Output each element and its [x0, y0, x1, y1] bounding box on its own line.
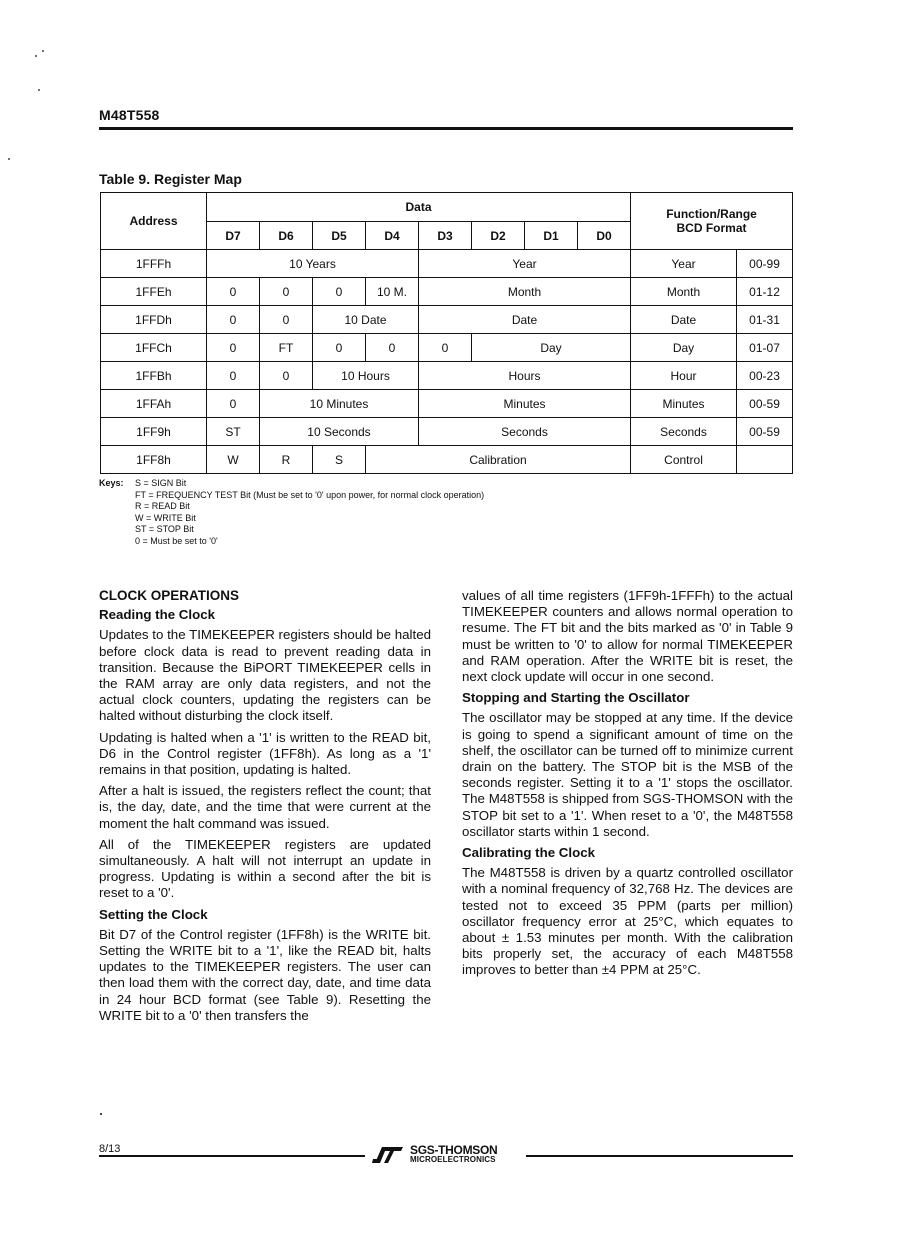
data-cell: FT [260, 334, 313, 362]
data-cell: 10 Years [207, 250, 419, 278]
data-cell: 10 Hours [313, 362, 419, 390]
data-cell: 0 [313, 278, 366, 306]
data-cell: Minutes [419, 390, 631, 418]
bit-header: D2 [472, 222, 525, 250]
data-cell: 0 [260, 306, 313, 334]
data-cell: 0 [313, 334, 366, 362]
range-cell: 01-12 [737, 278, 793, 306]
table-row [101, 278, 793, 306]
function-cell: Month [631, 278, 737, 306]
address-cell: 1FFDh [101, 306, 207, 334]
data-cell: 0 [419, 334, 472, 362]
company-logo [372, 1143, 522, 1167]
paragraph: Bit D7 of the Control register (1FF8h) is the WRITE bit. Setting the WRITE bit to a '1', like the READ bit, halts updates to the TIMEKEEPER registers. The user can then load them with the correct day, date, and time data in 24 hour BCD format (see Table 9). Resetting the WRITE bit to a '0' then transfers the [99, 926, 431, 1023]
range-cell: 00-23 [737, 362, 793, 390]
function-cell: Hour [631, 362, 737, 390]
data-cell: 10 M. [366, 278, 419, 306]
address-cell: 1FFCh [101, 334, 207, 362]
table-row [101, 446, 793, 474]
function-cell: Day [631, 334, 737, 362]
address-cell: 1FFAh [101, 390, 207, 418]
range-cell [737, 446, 793, 474]
logo-name: SGS-THOMSON [410, 1143, 498, 1157]
bit-header: D3 [419, 222, 472, 250]
keys-label: Keys: [99, 478, 124, 488]
key-item: S = SIGN Bit [135, 478, 187, 488]
data-cell: S [313, 446, 366, 474]
subsection-heading: Stopping and Starting the Oscillator [462, 690, 690, 706]
address-cell: 1FFEh [101, 278, 207, 306]
bit-header: D7 [207, 222, 260, 250]
data-cell: Date [419, 306, 631, 334]
paragraph: values of all time registers (1FF9h-1FFFh) to the actual TIMEKEEPER counters and allows normal operation to resume. The FT bit and the bits marked as '0' in Table 9 must be written to '0' to allow for normal TIMEKEEPER and RAM operation. After the WRITE bit is reset, the next clock update will occur in one second. [462, 588, 793, 685]
paragraph: Updating is halted when a '1' is written to the READ bit, D6 in the Control register (1FF8h). As long as a '1' remains in that position, updating is halted. [99, 729, 431, 778]
subsection-heading: Setting the Clock [99, 906, 208, 922]
part-number-header: M48T558 [99, 107, 160, 123]
table-row [101, 418, 793, 446]
data-cell: 0 [260, 362, 313, 390]
data-cell: 10 Date [313, 306, 419, 334]
data-cell: 10 Minutes [260, 390, 419, 418]
table-caption: Table 9. Register Map [99, 171, 242, 187]
table-row [101, 362, 793, 390]
range-cell: 00-59 [737, 418, 793, 446]
header-rule [99, 127, 793, 130]
data-cell: Seconds [419, 418, 631, 446]
data-cell: Calibration [366, 446, 631, 474]
address-header: Address [101, 193, 207, 250]
table-header-row [101, 193, 793, 222]
subsection-heading: Calibrating the Clock [462, 845, 595, 861]
paragraph: After a halt is issued, the registers reflect the count; that is, the day, date, and the time that were current at the moment the halt command was issued. [99, 783, 431, 831]
address-cell: 1FFFh [101, 250, 207, 278]
range-cell: 01-31 [737, 306, 793, 334]
bit-header: D1 [525, 222, 578, 250]
data-cell: W [207, 446, 260, 474]
subsection-heading: Reading the Clock [99, 607, 215, 623]
key-item: FT = FREQUENCY TEST Bit (Must be set to '0' upon power, for normal clock operation) [135, 489, 485, 500]
range-cell: 00-99 [737, 250, 793, 278]
key-item: ST = STOP Bit [135, 524, 194, 535]
key-item: 0 = Must be set to '0' [135, 535, 218, 546]
data-cell: 0 [207, 390, 260, 418]
logo-subtitle: MICROELECTRONICS [410, 1155, 496, 1164]
left-column [99, 588, 431, 1029]
data-cell: Year [419, 250, 631, 278]
key-item: W = WRITE Bit [135, 512, 196, 523]
function-cell: Year [631, 250, 737, 278]
function-cell: Minutes [631, 390, 737, 418]
table-row [101, 306, 793, 334]
table-row [101, 390, 793, 418]
register-map-table [100, 192, 793, 474]
paragraph: All of the TIMEKEEPER registers are updated simultaneously. A halt will not interrupt an update in progress. Updating is within a second after the bit is reset to a '0'. [99, 836, 431, 901]
data-cell: ST [207, 418, 260, 446]
data-cell: 0 [207, 362, 260, 390]
range-cell: 01-07 [737, 334, 793, 362]
paragraph: Updates to the TIMEKEEPER registers should be halted before clock data is read to prevent reading data in transition. Because the BiPORT TIMEKEEPER cells in the RAM array are only data registers, and not the actual clock counters, updating the registers can be halted without disturbing the clock itself. [99, 627, 431, 724]
address-cell: 1FFBh [101, 362, 207, 390]
right-column [462, 588, 793, 984]
data-cell: 0 [207, 278, 260, 306]
function-cell: Seconds [631, 418, 737, 446]
address-cell: 1FF9h [101, 418, 207, 446]
data-cell: 0 [366, 334, 419, 362]
range-cell: 00-59 [737, 390, 793, 418]
data-cell: 0 [207, 334, 260, 362]
data-cell: Day [472, 334, 631, 362]
footer-rule-left [99, 1155, 365, 1157]
table-keys [99, 478, 484, 548]
section-heading: CLOCK OPERATIONS [99, 588, 240, 603]
table-row [101, 250, 793, 278]
page-number: 8/13 [99, 1143, 121, 1155]
data-header: Data [207, 193, 631, 222]
data-cell: 0 [207, 306, 260, 334]
function-cell: Control [631, 446, 737, 474]
paragraph: The oscillator may be stopped at any time. If the device is going to spend a significant amount of time on the shelf, the oscillator can be turned off to minimize current drain on the battery. The STOP bit is the MSB of the seconds register. Setting it to a '1' stops the oscillator. The M48T558 is shipped from SGS-THOMSON with the STOP bit set to a '1'. When reset to a '0', the M48T558 oscillator starts within 1 second. [462, 710, 793, 839]
function-header [631, 193, 793, 250]
key-item: R = READ Bit [135, 501, 190, 512]
function-cell: Date [631, 306, 737, 334]
data-cell: 0 [260, 278, 313, 306]
bit-header: D5 [313, 222, 366, 250]
data-cell: Hours [419, 362, 631, 390]
data-cell: Month [419, 278, 631, 306]
data-cell: R [260, 446, 313, 474]
bit-header: D6 [260, 222, 313, 250]
function-header-line1: Function/Range [666, 207, 757, 221]
bit-header: D4 [366, 222, 419, 250]
address-cell: 1FF8h [101, 446, 207, 474]
data-cell: 10 Seconds [260, 418, 419, 446]
table-row [101, 334, 793, 362]
function-header-line2: BCD Format [676, 221, 747, 235]
bit-header: D0 [578, 222, 631, 250]
paragraph: The M48T558 is driven by a quartz controlled oscillator with a nominal frequency of 32,768 Hz. The devices are tested not to exceed 35 PPM (parts per million) oscillator frequency error at 25°C, which equates to about ± 1.53 minutes per month. With the calibration bits properly set, the accuracy of each M48T558 improves to better than ±4 PPM at 25°C. [462, 865, 793, 978]
scan-speck [100, 1113, 102, 1115]
st-logo-icon [372, 1145, 404, 1165]
footer-rule-right [526, 1155, 793, 1157]
